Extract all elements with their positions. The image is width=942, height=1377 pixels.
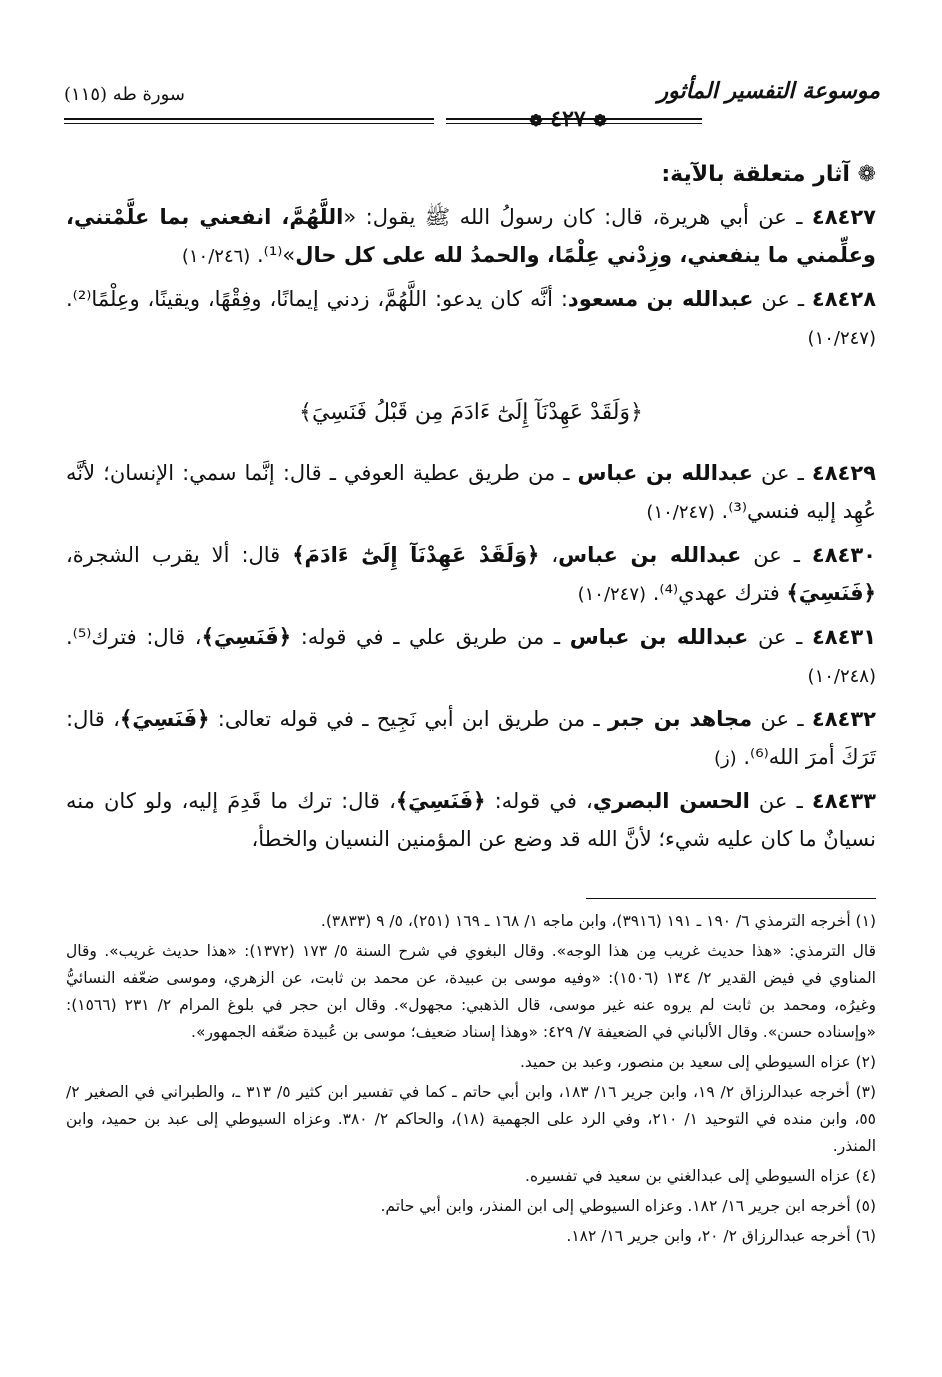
athar-entry bbox=[66, 700, 876, 778]
entry-number: ٤٨٤٢٨ bbox=[811, 287, 877, 311]
entry-text: ـ عن bbox=[749, 789, 812, 813]
quran-quote: ﴿فَنَسِيَ﴾ bbox=[395, 789, 486, 813]
volume-reference: (١٠/٢٤٨) bbox=[807, 666, 876, 687]
entry-text: عبدالله بن عباس bbox=[569, 625, 749, 649]
entry-text: ـ من طريق ابن أبي نَجِيح ـ في قوله تعالى: bbox=[209, 707, 608, 731]
entry-text: ـ من طريق علي ـ في قوله: bbox=[291, 625, 570, 649]
entry-text: مجاهد بن جبر bbox=[607, 707, 753, 731]
ornament-icon: ❁ bbox=[529, 111, 543, 130]
entry-text: ، قال: تَرَكَ أمرَ الله⁽⁶⁾. bbox=[66, 707, 876, 769]
book-title: موسوعة التفسير المأثور bbox=[657, 78, 880, 104]
entry-text: عبدالله بن عباس bbox=[558, 543, 742, 567]
ayah-heading: ﴿وَلَقَدْ عَهِدْنَآ إِلَىٰٓ ءَادَمَ مِن قَبْلُ فَنَسِيَ﴾ bbox=[299, 400, 643, 425]
footnote: (١) أخرجه الترمذي ٦/ ١٩٠ ـ ١٩١ (٣٩١٦)، وابن ماجه ١/ ١٦٨ ـ ١٦٩ (٢٥١)، ٥/ ٩ (٣٨٣٣). bbox=[320, 912, 876, 930]
footnote-divider bbox=[586, 898, 876, 899]
main-text bbox=[66, 148, 876, 862]
page-number-box bbox=[440, 106, 696, 132]
footnote: (٥) أخرجه ابن جرير ١٦/ ١٨٢. وعزاه السيوطي إلى ابن المنذر، وابن أبي حاتم. bbox=[380, 1197, 876, 1215]
athar-entry bbox=[66, 454, 876, 532]
footnote: (٢) عزاه السيوطي إلى سعيد بن منصور، وعبد بن حميد. bbox=[519, 1053, 876, 1071]
entry-text: : أنَّه كان يدعو: اللَّهُمَّ، زدني إيمانًا، وفِقْهًا، ويقينًا، وعِلْمًا⁽²⁾. bbox=[66, 287, 568, 311]
volume-reference: (١٠/٢٤٧) bbox=[577, 584, 647, 605]
entry-text: ـ من طريق عطية العوفي ـ قال: إنَّما سمي: الإنسان؛ لأنَّه عُهِد إليه فنسي⁽³⁾. bbox=[66, 461, 876, 523]
entry-text: الحسن البصري bbox=[592, 789, 750, 813]
entries-before-ayah bbox=[66, 198, 876, 358]
section-title-text: آثار متعلقة بالآية: bbox=[661, 162, 850, 187]
page-header bbox=[64, 70, 880, 130]
entry-text: ـ عن bbox=[748, 625, 812, 649]
surah-title: سورة طه (١١٥) bbox=[64, 84, 185, 105]
footnote: قال الترمذي: «هذا حديث غريب مِن هذا الوجه». وقال البغوي في شرح السنة ٥/ ١٧٣ (١٣٧٢): «هذا حديث غريب». وقال المناوي في فيض القدير ٢/ ١٣٤ (١٥٠٦): «وفيه موسى بن عبيدة، عن محمد بن ثابت، عن الزهري، وموسى ضعّفه النسائيُّ وغيرُه، ومحمد بن ثابت لم يروه عنه غير موسى، قال الذهبي: مجهول». وقال ابن حجر في بلوغ المرام ٢/ ٢٣١ (١٥٦٦): «وإسناده حسن». وقال الألباني في الضعيفة ٧/ ٤٢٩: «وهذا إسناد ضعيف؛ موسى بن عُبيدة ضعّفه الجمهور». bbox=[66, 942, 877, 1041]
entry-text: ـ عن bbox=[752, 707, 812, 731]
footnote: (٤) عزاه السيوطي إلى عبدالغني بن سعيد في تفسيره. bbox=[525, 1167, 876, 1185]
volume-reference: (١٠/٢٤٧) bbox=[807, 328, 876, 349]
entry-number: ٤٨٤٣٢ bbox=[811, 707, 876, 731]
entry-number: ٤٨٤٣٣ bbox=[811, 789, 876, 813]
entry-text: ـ عن bbox=[753, 287, 812, 311]
footnotes bbox=[66, 908, 876, 1253]
entry-text: فترك عهدي⁽⁴⁾. bbox=[646, 581, 787, 605]
section-title bbox=[66, 156, 876, 194]
entry-text: ، في قوله: bbox=[485, 789, 593, 813]
entry-text: ـ عن bbox=[752, 461, 812, 485]
header-rule-left bbox=[64, 118, 434, 124]
entry-text: ـ عن bbox=[741, 543, 812, 567]
flower-icon: ❁ bbox=[849, 162, 876, 187]
athar-entry bbox=[66, 280, 876, 358]
entry-number: ٤٨٤٢٩ bbox=[811, 461, 876, 485]
entry-number: ٤٨٤٢٧ bbox=[811, 205, 876, 229]
athar-entry bbox=[66, 782, 876, 858]
entry-text: قال: ألا يقرب الشجرة، bbox=[66, 543, 293, 567]
footnote: (٣) أخرجه عبدالرزاق ٢/ ١٩، وابن جرير ١٦/ ١٨٣، وابن أبي حاتم ـ كما في تفسير ابن كثير ٥/ ٣١٣ ـ، والطبراني في الصغير ٢/ ٥٥، وابن منده في التوحيد ١/ ٢١٠، وفي الرد على الجهمية (١٨)، والحاكم ٢/ ٣٨٠. وعزاه السيوطي إلى عبد بن حميد، وابن المنذر. bbox=[66, 1083, 877, 1155]
entry-text: ، bbox=[539, 543, 559, 567]
entry-number: ٤٨٤٣٠ bbox=[811, 543, 876, 567]
quran-quote: ﴿فَنَسِيَ﴾ bbox=[201, 625, 292, 649]
entry-text: اللَّهُمَّ، انفعني بما علَّمْتني، وعلِّمني ما ينفعني، وزِدْني عِلْمًا، والحمدُ لله على كل حال bbox=[66, 205, 876, 267]
entry-text: عبدالله بن مسعود bbox=[567, 287, 754, 311]
volume-reference: (١٠/٢٤٧) bbox=[646, 502, 715, 523]
volume-reference: (١٠/٢٤٦) bbox=[181, 246, 251, 267]
quran-quote: ﴿فَنَسِيَ﴾ bbox=[119, 707, 210, 731]
ornament-icon: ❁ bbox=[593, 111, 607, 130]
athar-entry bbox=[66, 618, 876, 696]
entry-text: »⁽¹⁾. bbox=[250, 243, 296, 267]
volume-reference: (ز) bbox=[713, 748, 737, 769]
entry-text: ، قال: ترك ما قَدِمَ إليه، ولو كان منه نسيانٌ ما كان عليه شيء؛ لأنَّ الله قد وضع عن المؤمنين النسيان والخطأ، bbox=[66, 789, 876, 851]
entry-text: عبدالله بن عباس bbox=[577, 461, 753, 485]
entry-number: ٤٨٤٣١ bbox=[811, 625, 877, 649]
athar-entry bbox=[66, 536, 876, 614]
athar-entry bbox=[66, 198, 876, 276]
entry-text: ، قال: فترك⁽⁵⁾. bbox=[66, 625, 202, 649]
entry-text: ـ عن أبي هريرة، قال: كان رسولُ الله ﷺ يقول: « bbox=[343, 205, 812, 229]
page-number: ٤٢٧ bbox=[550, 106, 586, 132]
entries-after-ayah bbox=[66, 454, 876, 858]
footnote: (٦) أخرجه عبدالرزاق ٢/ ٢٠، وابن جرير ١٦/ ١٨٢. bbox=[566, 1227, 876, 1245]
quran-quote: ﴿فَنَسِيَ﴾ bbox=[786, 581, 876, 605]
quran-quote: ﴿وَلَقَدْ عَهِدْنَآ إِلَىٰٓ ءَادَمَ﴾ bbox=[292, 543, 540, 567]
